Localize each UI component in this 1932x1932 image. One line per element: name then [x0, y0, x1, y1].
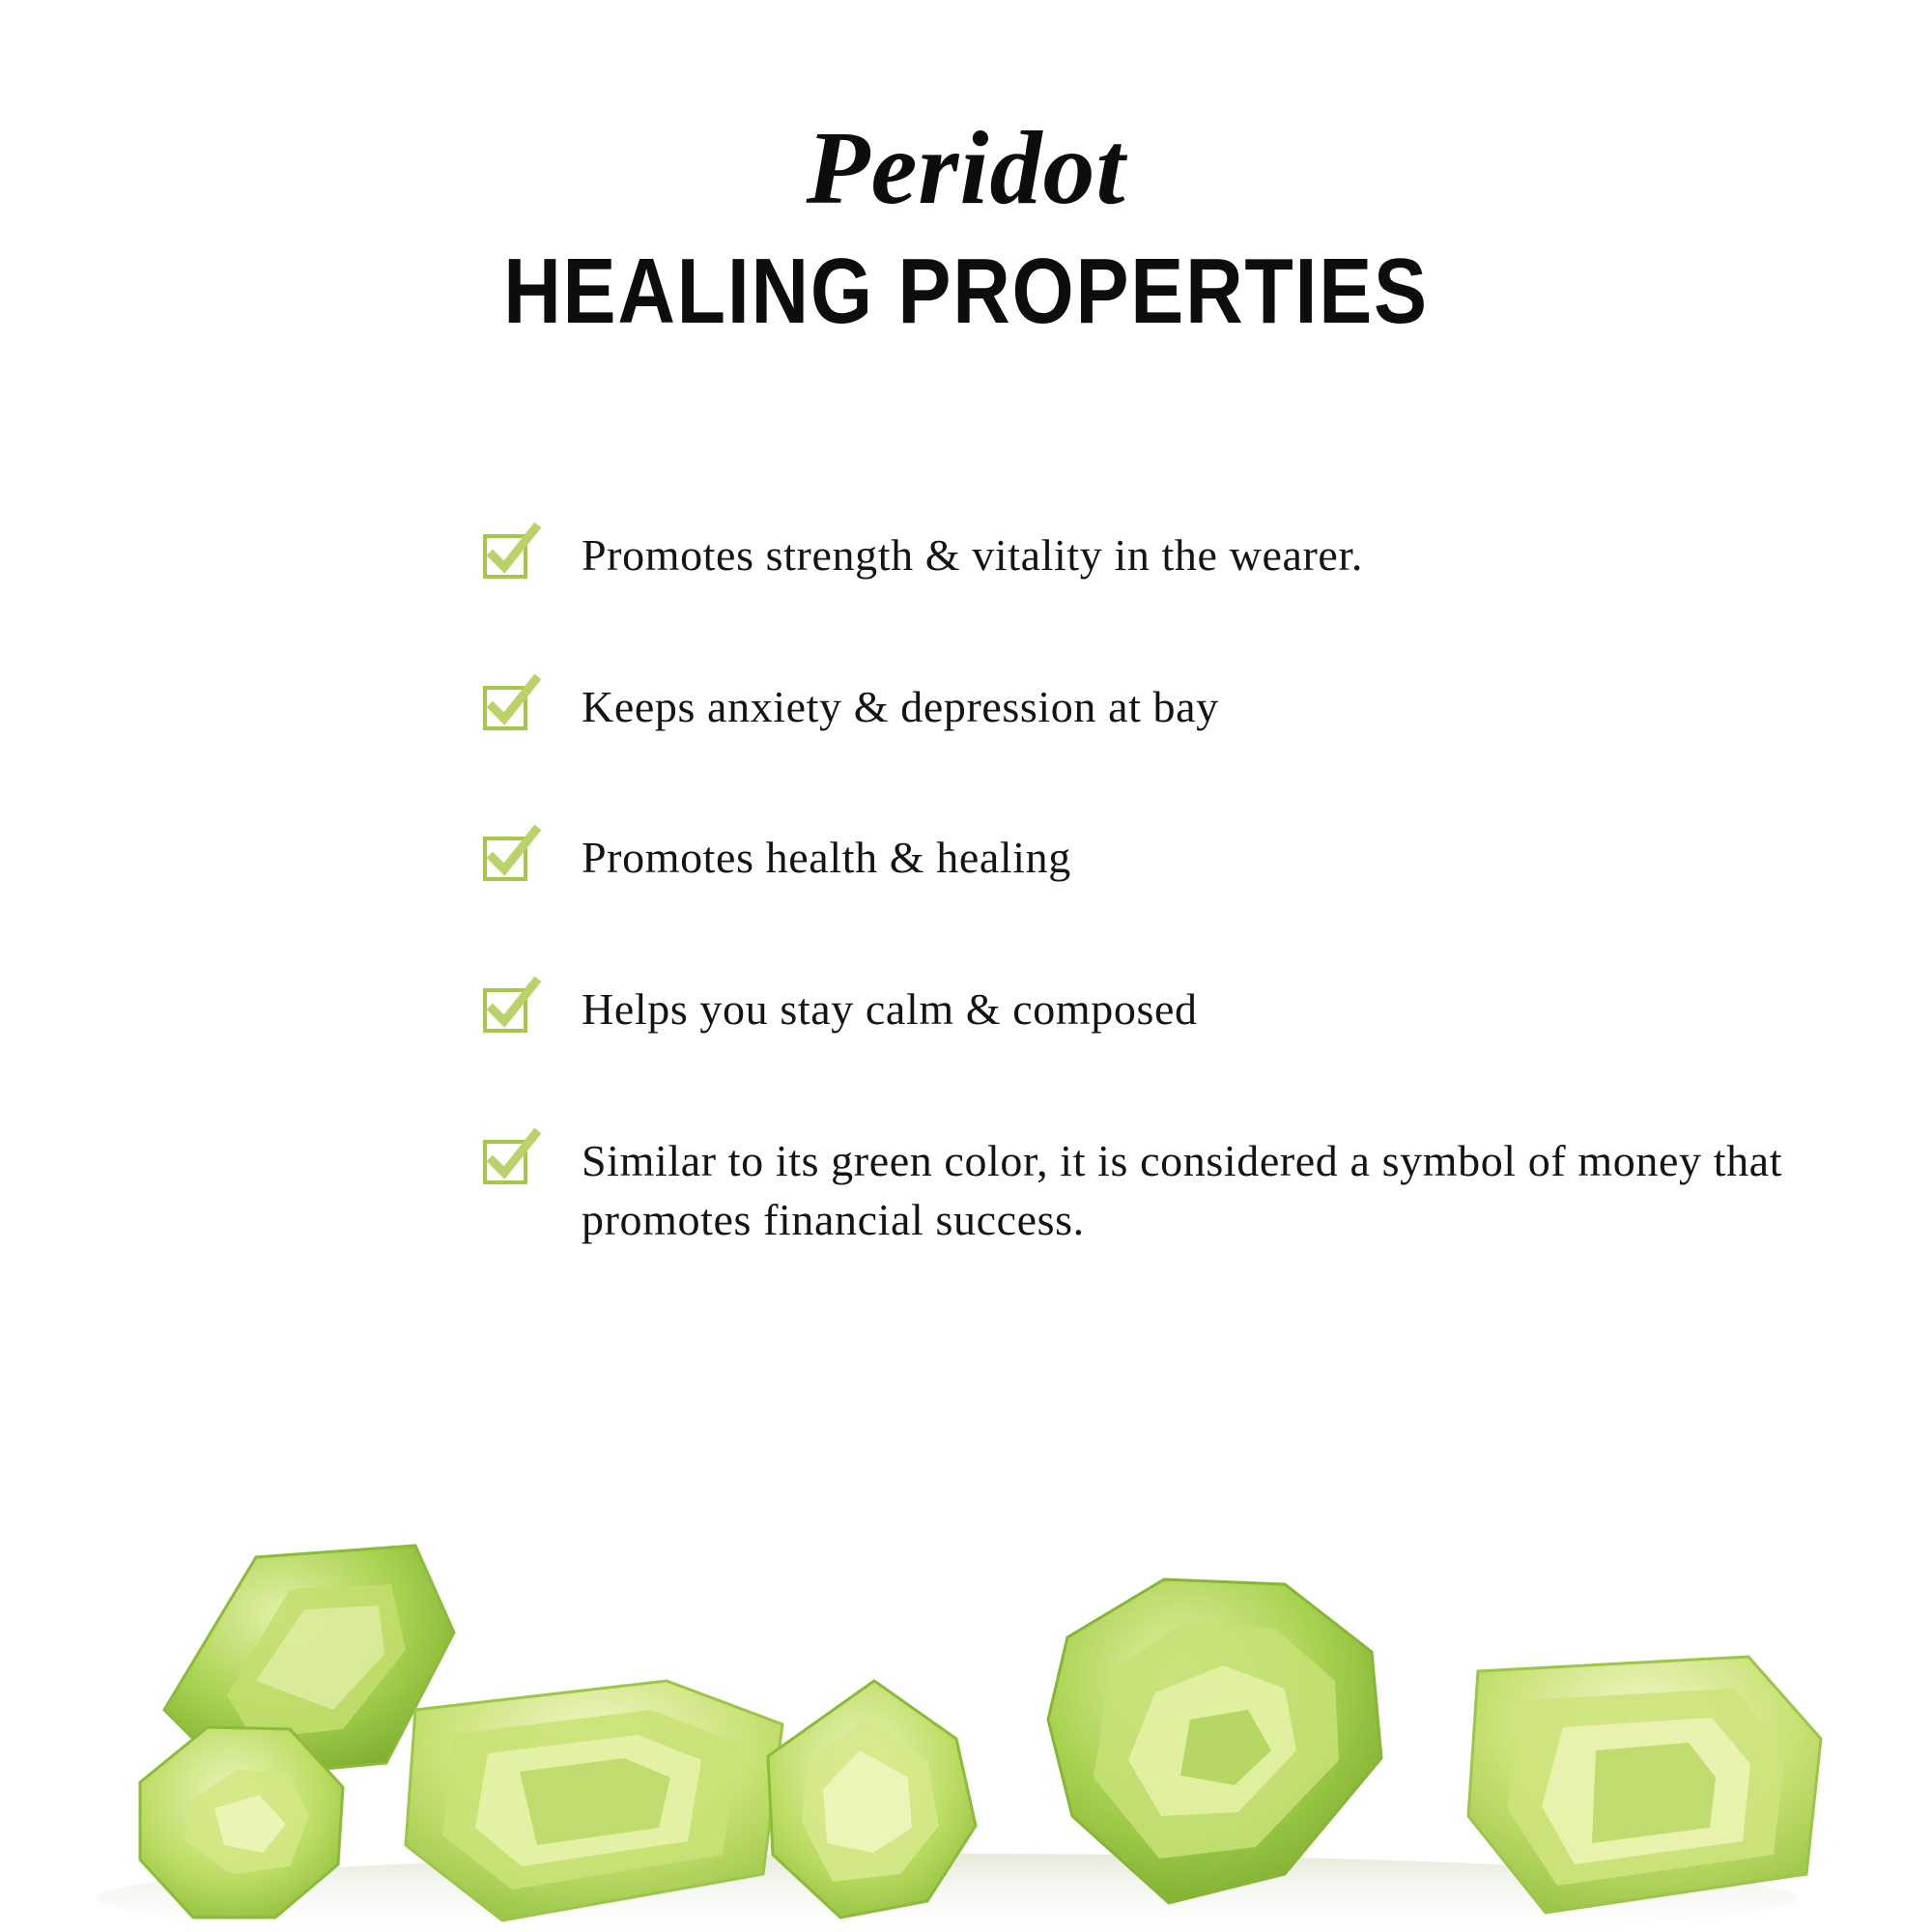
list-item — [483, 1132, 1787, 1249]
page-title-script: Peridot — [806, 111, 1126, 226]
gem-square-cut — [1468, 1657, 1821, 1913]
checkmark-icon — [483, 686, 527, 730]
list-item — [483, 980, 1787, 1039]
list-item-label: Promotes health & healing — [582, 833, 1071, 883]
checkmark-icon — [483, 837, 527, 881]
list-item-label: Promotes strength & vitality in the wearer. — [582, 530, 1363, 580]
list-item — [483, 678, 1787, 737]
peridot-gemstones-photo — [0, 1391, 1932, 1932]
checkmark-icon — [483, 534, 527, 579]
list-item-label: Keeps anxiety & depression at bay — [582, 681, 1219, 731]
checkmark-icon — [483, 1140, 527, 1184]
list-item-label: Helps you stay calm & composed — [582, 984, 1198, 1035]
healing-properties-list — [483, 526, 1787, 1249]
header — [0, 111, 1932, 344]
list-item — [483, 526, 1787, 585]
list-item — [483, 829, 1787, 888]
page-title-main: HEALING PROPERTIES — [503, 240, 1429, 344]
checkmark-icon — [483, 988, 527, 1033]
list-item-label: Similar to its green color, it is considered a symbol of money that promotes financial success. — [582, 1135, 1783, 1244]
